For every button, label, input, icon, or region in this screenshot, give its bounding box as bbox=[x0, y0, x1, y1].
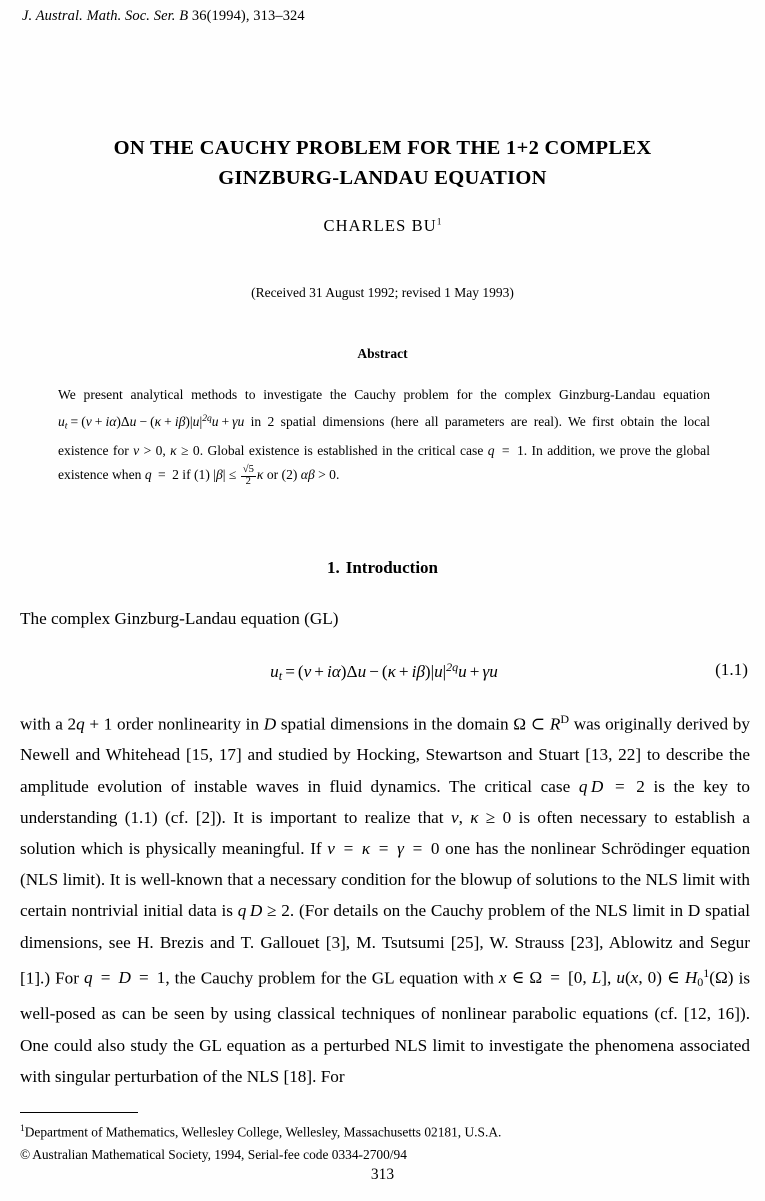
abstract-text-7: . bbox=[335, 467, 340, 483]
abstract-condition-5: αβ > 0 bbox=[300, 467, 336, 483]
abstract-text-4: . In addition, we prove the global existence when bbox=[58, 443, 710, 483]
copyright-icon: © bbox=[20, 1146, 31, 1162]
footnotes bbox=[20, 1118, 750, 1166]
footnote-copyright-text: Australian Mathematical Society, 1994, Serial-fee code 0334-2700/94 bbox=[32, 1146, 407, 1162]
page-number: 313 bbox=[370, 1166, 395, 1183]
title-line-2: GINZBURG-LANDAU EQUATION bbox=[218, 166, 547, 189]
body-paragraph bbox=[20, 704, 750, 1092]
abstract-paragraph bbox=[58, 383, 710, 488]
abstract-text-5: if (1) bbox=[178, 467, 214, 483]
abstract-body bbox=[58, 383, 710, 488]
abstract-text-3: . Global existence is established in the critical case bbox=[199, 443, 488, 459]
abstract-condition-1: ν > 0, κ ≥ 0 bbox=[133, 443, 200, 459]
footnote-copyright bbox=[20, 1144, 750, 1167]
author-footnote-marker: 1 bbox=[436, 217, 442, 228]
section-heading bbox=[60, 558, 705, 578]
abstract-condition-4: |β| ≤ $\frac{√5}{2}$ κ bbox=[213, 464, 264, 487]
section-title: Introduction bbox=[345, 558, 438, 577]
author-name: CHARLES BU bbox=[323, 216, 437, 235]
display-equation: ut = $(\nu + i\alpha)\Delta u - (\kappa + i\beta)|u|^{2q}u + \gamma u$ bbox=[270, 660, 498, 684]
footnote-separator bbox=[20, 1112, 138, 1113]
abstract-condition-3: q = 2 bbox=[144, 467, 179, 483]
title-block bbox=[60, 134, 705, 194]
footnote-affiliation-text: Department of Mathematics, Wellesley College, Wellesley, Massachusetts 02181, U.S.A. bbox=[24, 1124, 502, 1140]
abstract-heading: Abstract bbox=[357, 346, 408, 361]
journal-name: J. Austral. Math. Soc. Ser. B bbox=[22, 8, 189, 24]
section-number: 1. bbox=[326, 558, 340, 577]
received-date: (Received 31 August 1992; revised 1 May 1993) bbox=[251, 285, 514, 300]
display-equation-block bbox=[20, 660, 748, 684]
abstract-text-1: We present analytical methods to investigate the Cauchy problem for the complex Ginzburg-Landau equation bbox=[58, 387, 710, 402]
title-line-1: ON THE CAUCHY PROBLEM FOR THE 1+2 COMPLEX bbox=[113, 137, 652, 159]
volume-pages: 36(1994), 313–324 bbox=[191, 8, 305, 24]
equation-number: (1.1) bbox=[715, 660, 748, 679]
footnote-affiliation bbox=[20, 1118, 750, 1144]
abstract-condition-2: q = 1 bbox=[487, 443, 524, 459]
abstract-text-2: in 2 spatial dimensions (here all parameters are real). We first obtain the local existence for bbox=[58, 414, 710, 459]
footnote-marker: 1 bbox=[20, 1124, 25, 1134]
body-paragraph-text: with a 2q + 1 order nonlinearity in D spatial dimensions in the domain Ω ⊂ $R^D$ was originally derived by Newell and Whitehead [15, 17] and studied by Hocking, Stewartson and Stuart [13, 22] to describe the amplitude evolution of instable waves in fluid dynamics. The critical case q D = 2 is the key to understanding (1.1) (cf. [2]). It is important to realize that ν, κ ≥ 0 is often necessary to establish a solution which is physically meaningful. If ν = κ = γ = 0 one has the nonlinear Schrödinger equation (NLS limit). It is well-known that a necessary condition for the blowup of solutions to the NLS limit with certain nontrivial initial data is q D ≥ 2. (For details on the Cauchy problem of the NLS limit in D spatial dimensions, see H. Brezis and T. Gallouet [3], M. Tsutsumi [25], W. Strauss [23], Ablowitz and Segur [1].) For q = D = 1, the Cauchy problem for the GL equation with x ∈ Ω = [0, L], u(x, 0) ∈ $H0^1(\Omega)$ is well-posed as can be seen by using classical techniques of nonlinear parabolic equations (cf. [12, 16]). One could also study the GL equation as a perturbed NLS limit to investigate the phenomena associated with singular perturbation of the NLS [18]. For bbox=[20, 712, 751, 1086]
abstract-equation: ut = $(\nu + i\alpha)\Delta u - (\kappa + i\beta)|u|^{2q}u + \gamma u$ bbox=[58, 414, 245, 432]
abstract-text-6: or (2) bbox=[263, 467, 301, 483]
body-lead-in: The complex Ginzburg-Landau equation (GL) bbox=[20, 609, 339, 628]
author-line bbox=[60, 216, 705, 236]
running-head bbox=[22, 8, 305, 25]
paper-title bbox=[60, 134, 705, 194]
